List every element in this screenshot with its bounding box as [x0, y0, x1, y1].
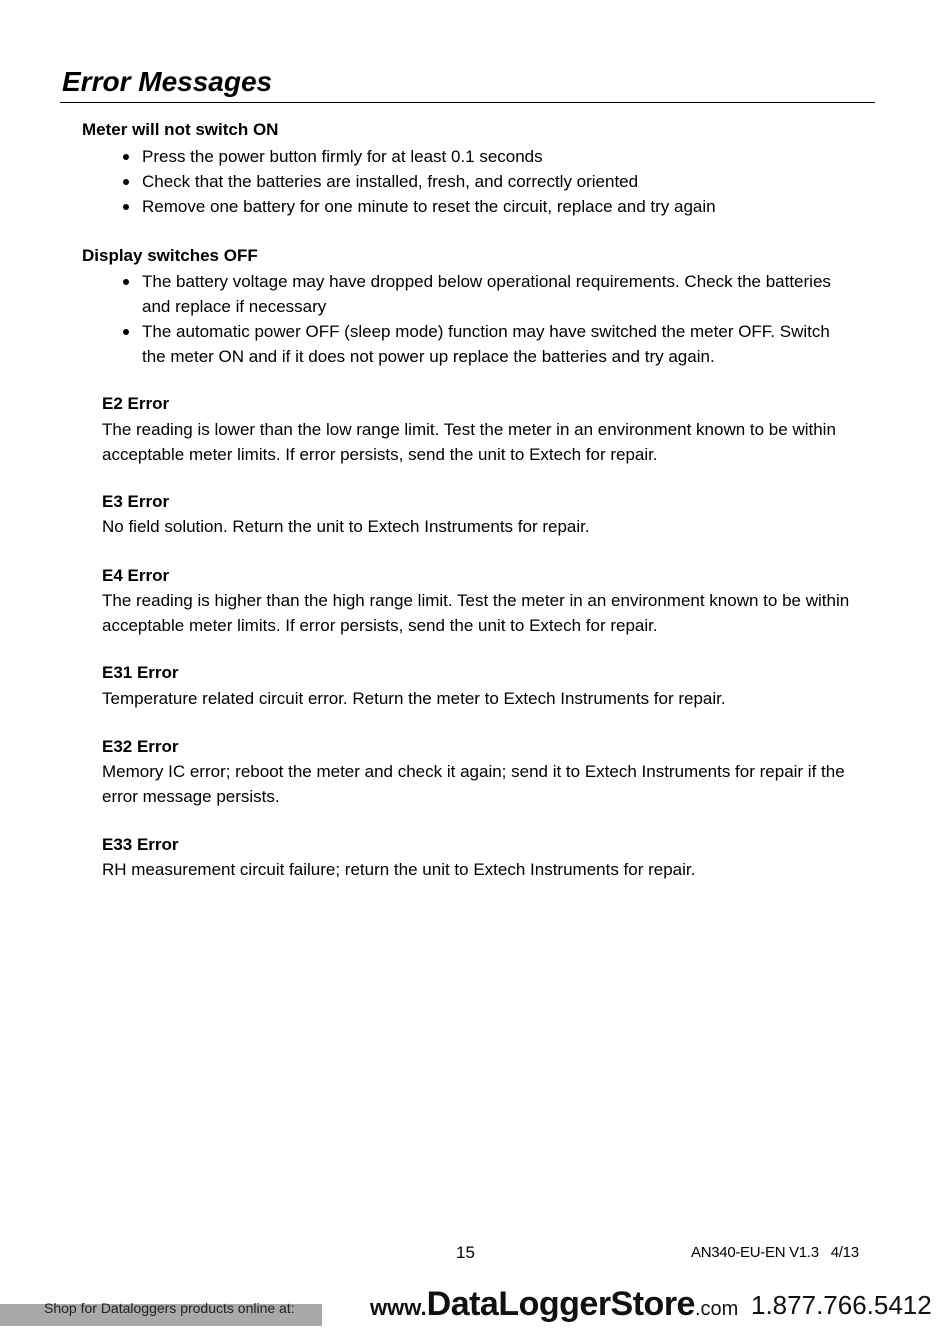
error-text-e4: The reading is higher than the high range limit. Test the meter in an environment known to be within acceptable meter limits. If error persists, send the unit to Extech for repair. [102, 591, 850, 635]
section-heading-switch-on: Meter will not switch ON [82, 120, 279, 139]
list-item: Press the power button firmly for at least 0.1 seconds [120, 144, 860, 169]
url-suffix: .com [694, 1298, 739, 1320]
error-text-e3: No field solution. Return the unit to Extech Instruments for repair. [102, 517, 590, 536]
error-text-e32: Memory IC error; reboot the meter and check it again; send it to Extech Instruments for repair if the error message persists. [102, 762, 845, 806]
error-code-e33: E33 Error [102, 835, 179, 854]
document-id [691, 1243, 859, 1263]
error-code-e4: E4 Error [102, 566, 170, 585]
footer-shop-text: Shop for Dataloggers products online at: [44, 1300, 295, 1316]
display-off-list [120, 269, 840, 369]
url-prefix: www. [370, 1295, 427, 1320]
bullet-icon [123, 329, 129, 335]
bullet-icon [123, 279, 129, 285]
list-item: Remove one battery for one minute to reset the circuit, replace and try again [120, 194, 860, 219]
bullet-icon [123, 154, 129, 160]
document-version: AN340-EU-EN V1.3 [691, 1244, 819, 1261]
footer-website-link[interactable] [370, 1284, 738, 1331]
error-code-e31: E31 Error [102, 663, 179, 682]
url-brand: DataLoggerStore [426, 1285, 695, 1323]
bullet-icon [123, 179, 129, 185]
error-code-e2: E2 Error [102, 394, 170, 413]
switch-on-list [120, 144, 860, 219]
title-divider [60, 102, 875, 103]
list-item: Check that the batteries are installed, fresh, and correctly oriented [120, 169, 860, 194]
list-item: The automatic power OFF (sleep mode) function may have switched the meter OFF. Switch the meter ON and if it does not power up replace the batteries and try again. [120, 319, 840, 369]
footer-phone: 1.877.766.5412 [751, 1290, 932, 1320]
list-item: The battery voltage may have dropped below operational requirements. Check the batteries and replace if necessary [120, 269, 840, 319]
error-code-e32: E32 Error [102, 737, 179, 756]
page-title: Error Messages [62, 66, 273, 97]
error-text-e31: Temperature related circuit error. Return the meter to Extech Instruments for repair. [102, 689, 726, 708]
section-heading-display-off: Display switches OFF [82, 246, 258, 265]
error-text-e2: The reading is lower than the low range limit. Test the meter in an environment known to be within acceptable meter limits. If error persists, send the unit to Extech for repair. [102, 420, 836, 464]
error-text-e33: RH measurement circuit failure; return the unit to Extech Instruments for repair. [102, 860, 696, 879]
document-date: 4/13 [830, 1244, 859, 1261]
error-code-e3: E3 Error [102, 492, 170, 511]
page-number: 15 [456, 1243, 475, 1262]
bullet-icon [123, 204, 129, 210]
